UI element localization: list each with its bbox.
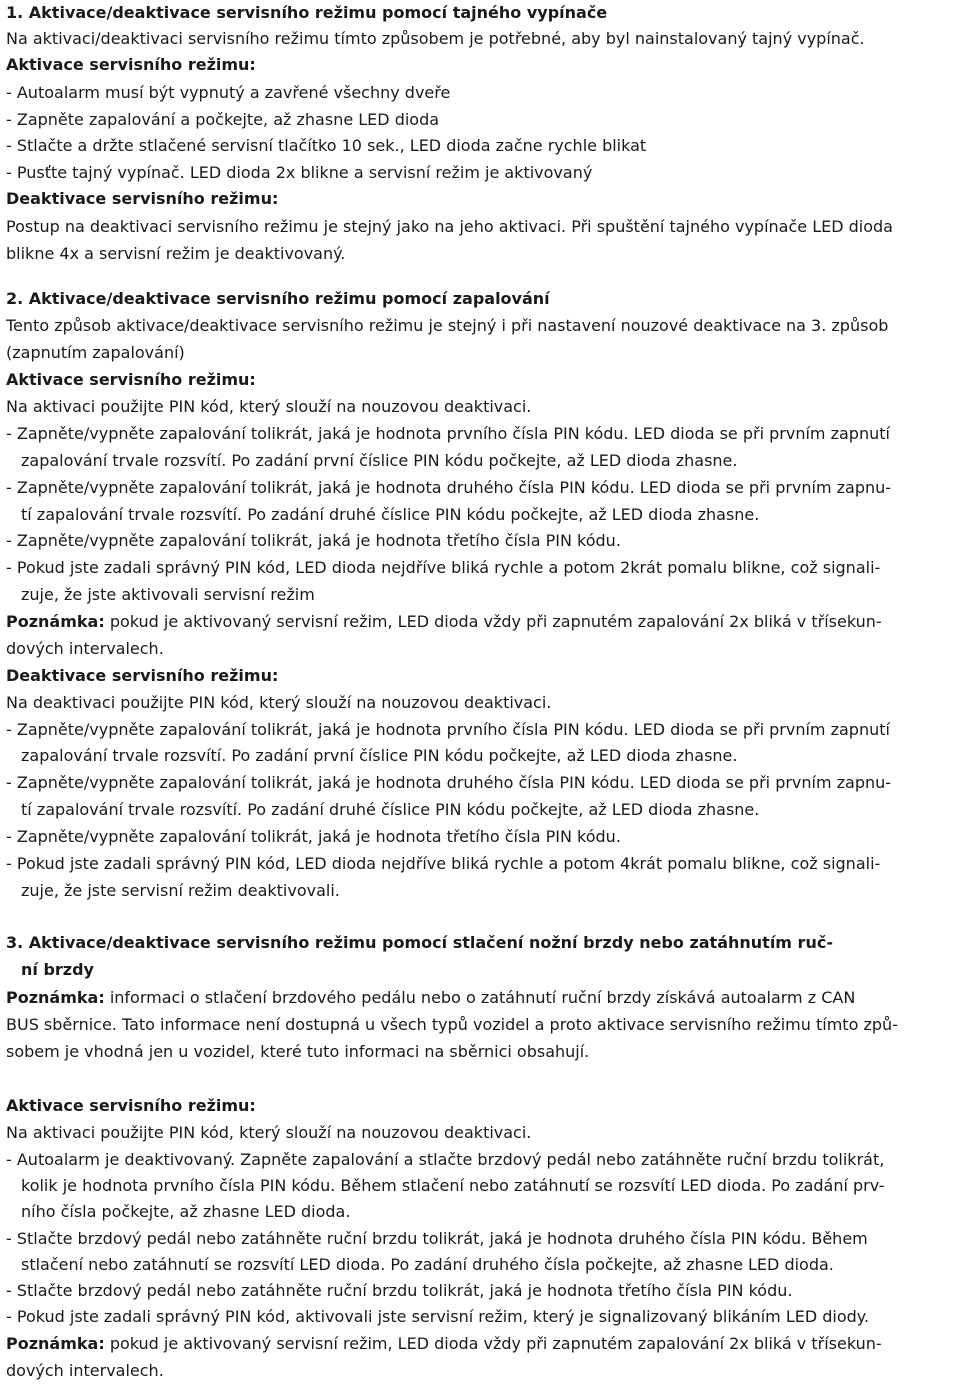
section-2-deactivation-step: - Zapněte/vypněte zapalování tolikrát, jaká je hodnota třetího čísla PIN kódu. (6, 827, 621, 846)
section-2-deactivation-step: - Pokud jste zadali správný PIN kód, LED dioda nejdříve bliká rychle a potom 4krát pomalu blikne, což signali- (6, 854, 881, 873)
section-3-activation-heading: Aktivace servisního režimu: (6, 1096, 256, 1115)
section-3-activation-step-cont: kolik je hodnota prvního čísla PIN kódu. Během stlačení nebo zatáhnutí se rozsvítí LED dioda. Po zadání prv- (21, 1176, 885, 1195)
section-1-intro: Na aktivaci/deaktivaci servisního režimu tímto způsobem je potřebné, aby byl nainstalovaný tajný vypínač. (6, 29, 865, 48)
section-1-deactivation-heading: Deaktivace servisního režimu: (6, 189, 279, 208)
section-2-deactivation-heading: Deaktivace servisního režimu: (6, 666, 279, 685)
note-label: Poznámka: (6, 988, 105, 1007)
section-3-activation-step: - Stlačte brzdový pedál nebo zatáhněte ruční brzdu tolikrát, jaká je hodnota druhého čísla PIN kódu. Během (6, 1229, 868, 1248)
section-2-note-cont: dových intervalech. (6, 639, 164, 658)
section-1-activation-step: - Pusťte tajný vypínač. LED dioda 2x blikne a servisní režim je aktivovaný (6, 163, 593, 182)
section-3-heading-cont: ní brzdy (21, 960, 94, 979)
note-label: Poznámka: (6, 612, 105, 631)
section-3-note-cont: BUS sběrnice. Tato informace není dostupná u všech typů vozidel a proto aktivace servisního režimu tímto způ- (6, 1015, 898, 1034)
section-2-deactivation-text: Na deaktivaci použijte PIN kód, který slouží na nouzovou deaktivaci. (6, 693, 552, 712)
note-label: Poznámka: (6, 1334, 105, 1353)
note-text: pokud je aktivovaný servisní režim, LED dioda vždy při zapnutém zapalování 2x bliká v třísekun- (104, 1334, 882, 1353)
note-text: informaci o stlačení brzdového pedálu nebo o zatáhnutí ruční brzdy získává autoalarm z CAN (104, 988, 856, 1007)
section-2-intro: Tento způsob aktivace/deaktivace servisního režimu je stejný i při nastavení nouzové deaktivace na 3. způsob (6, 316, 889, 335)
section-3-activation-step-cont: ního čísla počkejte, až zhasne LED dioda. (21, 1202, 351, 1221)
section-3-activation-text: Na aktivaci použijte PIN kód, který slouží na nouzovou deaktivaci. (6, 1123, 532, 1142)
section-2-deactivation-step-cont: zuje, že jste servisní režim deaktivovali. (21, 881, 340, 900)
section-2-activation-heading: Aktivace servisního režimu: (6, 370, 256, 389)
section-2-note (6, 609, 882, 635)
section-3-heading: 3. Aktivace/deaktivace servisního režimu pomocí stlačení nožní brzdy nebo zatáhnutím ruč- (6, 933, 833, 952)
section-2-activation-step-cont: tí zapalování trvale rozsvítí. Po zadání druhé číslice PIN kódu počkejte, až LED dioda zhasne. (21, 505, 760, 524)
section-1-activation-step: - Zapněte zapalování a počkejte, až zhasne LED dioda (6, 110, 440, 129)
section-2-intro: (zapnutím zapalování) (6, 343, 185, 362)
section-3-note-2-cont: dových intervalech. (6, 1361, 164, 1380)
section-1-activation-step: - Stlačte a držte stlačené servisní tlačítko 10 sek., LED dioda začne rychle blikat (6, 136, 647, 155)
section-1-heading: 1. Aktivace/deaktivace servisního režimu pomocí tajného vypínače (6, 3, 608, 22)
section-2-activation-step: - Zapněte/vypněte zapalování tolikrát, jaká je hodnota třetího čísla PIN kódu. (6, 531, 621, 550)
section-3-note-cont: sobem je vhodná jen u vozidel, které tuto informaci na sběrnici obsahují. (6, 1042, 590, 1061)
section-2-deactivation-step-cont: zapalování trvale rozsvítí. Po zadání první číslice PIN kódu počkejte, až LED dioda zhasne. (21, 746, 738, 765)
section-1-deactivation-text: Postup na deaktivaci servisního režimu je stejný jako na jeho aktivaci. Při spuštění tajného vypínače LED dioda (6, 217, 893, 236)
section-1-deactivation-text: blikne 4x a servisní režim je deaktivovaný. (6, 244, 346, 263)
section-2-activation-step: - Zapněte/vypněte zapalování tolikrát, jaká je hodnota druhého čísla PIN kódu. LED dioda se při prvním zapnu- (6, 478, 892, 497)
section-3-activation-step: - Stlačte brzdový pedál nebo zatáhněte ruční brzdu tolikrát, jaká je hodnota třetího čísla PIN kódu. (6, 1281, 793, 1300)
section-2-deactivation-step: - Zapněte/vypněte zapalování tolikrát, jaká je hodnota prvního čísla PIN kódu. LED dioda se při prvním zapnutí (6, 720, 890, 739)
section-2-activation-step: - Pokud jste zadali správný PIN kód, LED dioda nejdříve bliká rychle a potom 2krát pomalu blikne, což signali- (6, 558, 881, 577)
section-2-heading: 2. Aktivace/deaktivace servisního režimu pomocí zapalování (6, 289, 550, 308)
note-text: pokud je aktivovaný servisní režim, LED dioda vždy při zapnutém zapalování 2x bliká v třísekun- (104, 612, 882, 631)
section-2-deactivation-step: - Zapněte/vypněte zapalování tolikrát, jaká je hodnota druhého čísla PIN kódu. LED dioda se při prvním zapnu- (6, 773, 892, 792)
section-2-activation-step-cont: zuje, že jste aktivovali servisní režim (21, 585, 315, 604)
section-3-activation-step: - Pokud jste zadali správný PIN kód, aktivovali jste servisní režim, který je signalizovaný blikáním LED diody. (6, 1307, 870, 1326)
section-3-note (6, 985, 855, 1011)
section-3-activation-step: - Autoalarm je deaktivovaný. Zapněte zapalování a stlačte brzdový pedál nebo zatáhněte ruční brzdu tolikrát, (6, 1150, 885, 1169)
section-3-note-2 (6, 1331, 882, 1357)
section-3-activation-step-cont: stlačení nebo zatáhnutí se rozsvítí LED dioda. Po zadání druhého čísla počkejte, až zhasne LED dioda. (21, 1255, 834, 1274)
section-2-activation-step-cont: zapalování trvale rozsvítí. Po zadání první číslice PIN kódu počkejte, až LED dioda zhasne. (21, 451, 738, 470)
section-2-deactivation-step-cont: tí zapalování trvale rozsvítí. Po zadání druhé číslice PIN kódu počkejte, až LED dioda zhasne. (21, 800, 760, 819)
section-1-activation-step: - Autoalarm musí být vypnutý a zavřené všechny dveře (6, 83, 451, 102)
section-2-activation-step: - Zapněte/vypněte zapalování tolikrát, jaká je hodnota prvního čísla PIN kódu. LED dioda se při prvním zapnutí (6, 424, 890, 443)
section-1-activation-heading: Aktivace servisního režimu: (6, 55, 256, 74)
section-2-activation-text: Na aktivaci použijte PIN kód, který slouží na nouzovou deaktivaci. (6, 397, 532, 416)
